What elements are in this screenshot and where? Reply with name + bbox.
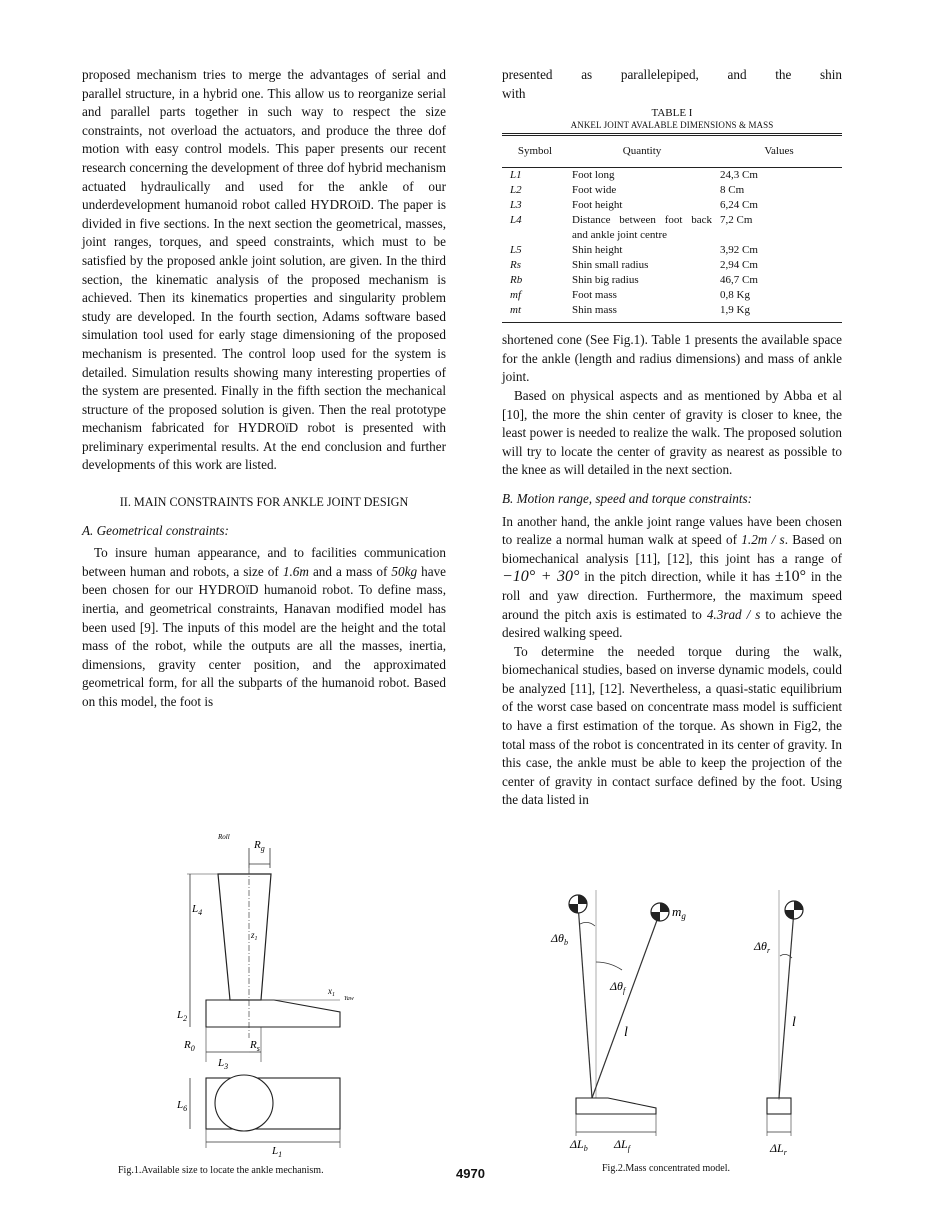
z1-label: $z_1$ [251, 930, 258, 942]
table-row [502, 303, 842, 323]
cell-quantity: Distance between foot back and ankle joint centre [572, 214, 712, 242]
dtb-label: $\Delta\theta_b$ [551, 931, 568, 947]
l4-label: $L_4$ [192, 903, 203, 917]
figure-2-caption: Fig.2.Mass concentrated model. [602, 1163, 731, 1174]
foot-side-view [206, 1000, 340, 1027]
dlr-label: $\Delta L_r$ [770, 1141, 787, 1157]
cell-value: 8 Cm [720, 184, 745, 197]
motion-text-3: in the pitch direction, while it has [584, 569, 771, 585]
cell-quantity: Shin big radius [572, 274, 639, 287]
rg-label: $R_g$ [254, 839, 265, 853]
dlb-label: $\Delta L_b$ [570, 1137, 588, 1153]
abba-paragraph: Based on physical aspects and as mentioned by Abba et al [10], the more the shin center of gravity is closer to knee, the least power is needed to realize the walk. The proposed solution will try to locate the center of gravity as nearest as possible to the knee as will detailed in the next section. [502, 387, 842, 478]
table-subtitle: ANKEL JOINT AVALABLE DIMENSIONS & MASS [570, 120, 774, 131]
cell-quantity: Foot height [572, 199, 623, 212]
cell-value: 6,24 Cm [720, 199, 758, 212]
range-value: −10° + 30° [502, 568, 580, 586]
l2-label: $L_2$ [177, 1009, 188, 1023]
cell-value: 1,9 Kg [720, 304, 750, 317]
l-front-label: l [624, 1025, 628, 1040]
back-leg-line [578, 904, 592, 1098]
geometrical-constraints-paragraph [82, 544, 446, 711]
cell-symbol: mt [510, 304, 521, 317]
dimensions-table [502, 133, 842, 323]
dtf-label: $\Delta\theta_f$ [610, 979, 626, 995]
shin-section-circle [215, 1075, 273, 1131]
mg-label: $m_g$ [672, 904, 686, 921]
motion-text-5: to achieve the desired walking speed. [502, 606, 842, 641]
table-row [502, 168, 842, 184]
side-leg-line [779, 910, 794, 1098]
cell-quantity: Shin mass [572, 304, 617, 317]
section-ii-title: II. MAIN CONSTRAINTS FOR ANKLE JOINT DESIGN [119, 495, 409, 510]
cell-quantity: Foot mass [572, 289, 617, 302]
cell-symbol: mf [510, 289, 521, 302]
figure-1-caption: Fig.1.Available size to locate the ankle mechanism. [118, 1165, 324, 1176]
size-value: 1.6m [282, 563, 309, 579]
dtr-label: $\Delta\theta_r$ [754, 939, 771, 955]
table-caption: TABLE I [651, 107, 693, 120]
cell-value: 46,7 Cm [720, 274, 758, 287]
cell-value: 24,3 Cm [720, 169, 758, 182]
foot-shape [576, 1098, 656, 1114]
cell-symbol: Rb [510, 274, 523, 287]
roll-label: Roll [218, 833, 230, 841]
theta-f-arc [596, 962, 622, 970]
table-row [502, 243, 842, 258]
cell-quantity: Foot long [572, 169, 615, 182]
intro-paragraph: proposed mechanism tries to merge the advantages of serial and parallel structure, in a hybrid one. This allow us to reorganize serial and parallel parts together in such way to respect the size constraints, not overload the actuators, and produce the three dof motion with easy control models. This paper presents our recent research concerning the development of three dof hybrid mechanism actuated hydraulically and used for the ankle of our underdevelopment humanoid robot called HYDROïD. The paper is divided in five sections. In the next section the geometrical, masses, joint ranges, torques, and speed constraints, which must to be satisfied by the proposed ankle joint solution, are given. In the third section, the kinematic analysis of the proposed mechanism is achieved. Then its kinematics properties and singularity problem study are developed. In the fourth section, Adams software based simulation tool used for early stage dimensioning of the proposed mechanism is presented. The control loop used for the system is detailed. Simulation results showing many interesting properties of the system are presented. Finally in the fifth section the mechanical structure of the proposed solution is given. Then the real prototype mechanism fabricated for HYDROïD robot is presented with preliminary experimental results. At the end conclusion and further developments of this work are listed. [82, 67, 446, 473]
cell-value: 0,8 Kg [720, 289, 750, 302]
table-description-paragraph: shortened cone (See Fig.1). Table 1 presents the available space for the ankle (length and radius dimensions) and mass of ankle joint. [502, 332, 842, 385]
motion-text-4: in the roll and yaw direction. Furthermore, the maximum speed around the pitch axis is estimated to [502, 569, 843, 622]
table-row [502, 183, 842, 198]
table-row [502, 273, 842, 288]
shin-cone [218, 874, 271, 1000]
geo-text-3: have been chosen for our HYDROïD humanoid robot. To define mass, inertia, and geometrical constraints, Hanavan modified model has been used [9]. The inputs of this model are the height and the total mass of the robot, while the outputs are all the masses, inertia, dimensions, gravity center position, and the approximated geometrical form, for all the subparts of the humanoid robot. Based on this model, the foot is [82, 563, 447, 709]
rad-value: 4.3rad / s [706, 606, 761, 622]
l3-label: $L_3$ [218, 1057, 229, 1071]
dlf-label: $\Delta L_f$ [614, 1137, 630, 1153]
motion-range-paragraph [502, 513, 842, 643]
table-row [502, 258, 842, 273]
cell-symbol: Rs [510, 259, 521, 272]
cell-symbol: L4 [510, 214, 522, 227]
l-side-label: l [792, 1015, 796, 1030]
cell-symbol: L3 [510, 199, 522, 212]
side-foot-rect [767, 1098, 791, 1114]
cell-symbol: L5 [510, 244, 522, 257]
header-symbol: Symbol [502, 135, 568, 168]
cell-quantity: Shin small radius [572, 259, 649, 272]
speed-value: 1.2m / s [741, 532, 785, 548]
subsection-a-title: A. Geometrical constraints: [82, 522, 229, 538]
torque-paragraph: To determine the needed torque during the walk, biomechanical studies, based on inverse dynamic models, could be analyzed [11], [12]. Nevertheless, a quasi-static equilibrium of the worst case based on concentrate mass model is sufficient to have a first estimation of the torque. As shown in Fig2, the total mass of the robot is concentrated in its center of gravity. In this case, the ankle must be able to keep the projection of the center of gravity in contact surface defined by the foot. Using the data listed in [502, 643, 842, 808]
r0-label: $R_0$ [184, 1039, 195, 1053]
table-row [502, 288, 842, 303]
cell-value: 2,94 Cm [720, 259, 758, 272]
table-row [502, 198, 842, 213]
cell-symbol: L2 [510, 184, 522, 197]
geo-text-2: and a mass of [312, 563, 388, 579]
subsection-b-title: B. Motion range, speed and torque constraints: [502, 490, 753, 506]
motion-text-2: . Based on biomechanical analysis [11], [12], this joint has a range of [502, 532, 842, 566]
table-i [502, 107, 842, 323]
header-quantity: Quantity [568, 135, 716, 168]
x1-label: $x_1$ [328, 986, 335, 998]
left-column [82, 66, 446, 712]
pm-value: ±10° [774, 568, 807, 586]
cell-value: 7,2 Cm [720, 214, 753, 227]
cell-symbol: L1 [510, 169, 522, 182]
l1-label: $L_1$ [272, 1145, 283, 1159]
mass-value: 50kg [391, 563, 418, 579]
yaw-label: Yaw [344, 996, 354, 1002]
theta-b-arc [580, 922, 595, 926]
table-row [502, 213, 842, 243]
geo-text-1: To insure human appearance, and to facilities communication between human and robots, a size of [82, 545, 446, 579]
l6-label: $L_6$ [177, 1099, 188, 1113]
front-leg-line [592, 912, 660, 1098]
right-column [502, 66, 843, 808]
rs-label: $R_s$ [250, 1039, 260, 1053]
page-number: 4970 [456, 1166, 485, 1181]
cell-quantity: Shin height [572, 244, 623, 257]
motion-text-1: In another hand, the ankle joint range values have been chosen to realize a normal human walk at speed of [502, 513, 842, 548]
right-top-paragraph: presented as parallelepiped, and the shin with [502, 67, 842, 101]
figure-2 [548, 890, 844, 1160]
table-header-row [502, 135, 842, 168]
cell-quantity: Foot wide [572, 184, 617, 197]
figure-1 [170, 826, 360, 1160]
cell-value: 3,92 Cm [720, 244, 758, 257]
header-values: Values [716, 135, 842, 168]
